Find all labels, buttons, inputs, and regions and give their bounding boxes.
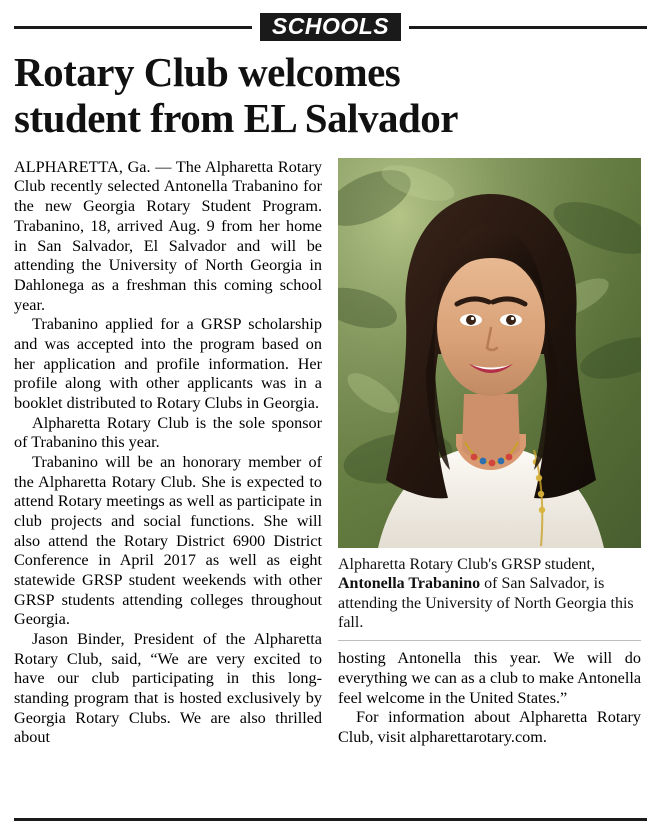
section-rule-right (409, 26, 647, 29)
paragraph: For information about Alpharetta Rotary Club, visit alpharettarotary.com. (338, 708, 641, 746)
paragraph: Trabanino will be an honorary member of the Alpharetta Rotary Club. She is expected to attend Rotary meetings as well as participate in club projects and social functions. She will also attend the Rotary District 6900 District Conference in April 2017 as well as eight statewide GRSP student weekends with other GRSP students attending colleges throughout Georgia. (14, 452, 322, 629)
paragraph: hosting Antonella this year. We will do everything we can as a club to make Antonella feel welcome in the United States.” (338, 649, 641, 707)
portrait-of-student (338, 158, 641, 548)
headline-line-1: Rotary Club welcomes (14, 49, 401, 95)
column-left (14, 158, 322, 748)
caption-text-1: Alpharetta Rotary Club's GRSP student, (338, 555, 595, 573)
article-photo (338, 158, 641, 548)
article-body (14, 158, 647, 748)
section-header (14, 14, 647, 40)
photo-caption (338, 555, 641, 632)
paragraph: ALPHARETTA, Ga. — The Alpharetta Rotary Club recently selected Antonella Trabanino for the new Georgia Rotary Student Program. Trabanino, 18, arrived Aug. 9 from her home in San Salvador, El Salvador and will be attending the University of North Georgia in Dahlonega as a freshman this coming school year. (14, 157, 322, 314)
caption-text-2: of San Salvador, is attending the University of North Georgia this fall. (338, 575, 634, 631)
headline-line-2: student from EL Salvador (14, 94, 459, 141)
section-rule-left (14, 26, 252, 29)
footer-rule (14, 818, 647, 821)
paragraph: Alpharetta Rotary Club is the sole sponsor of Trabanino this year. (14, 413, 322, 452)
paragraph: Jason Binder, President of the Alpharetta Rotary Club, said, “We are very excited to have our club participating in this long-standing program that is hosted exclusively by Georgia Rotary Clubs. We are also thrilled about (14, 629, 322, 747)
newspaper-page (0, 14, 661, 829)
paragraph: Trabanino applied for a GRSP scholarship and was accepted into the program based on her application and profile information. Her profile along with other applicants was in a booklet distributed to Rotary Clubs in Georgia. (14, 315, 322, 412)
caption-name: Antonella Trabanino (338, 575, 481, 593)
page-title (14, 50, 647, 142)
caption-divider (338, 640, 641, 641)
section-badge: SCHOOLS (260, 13, 401, 41)
column-right (338, 158, 641, 748)
